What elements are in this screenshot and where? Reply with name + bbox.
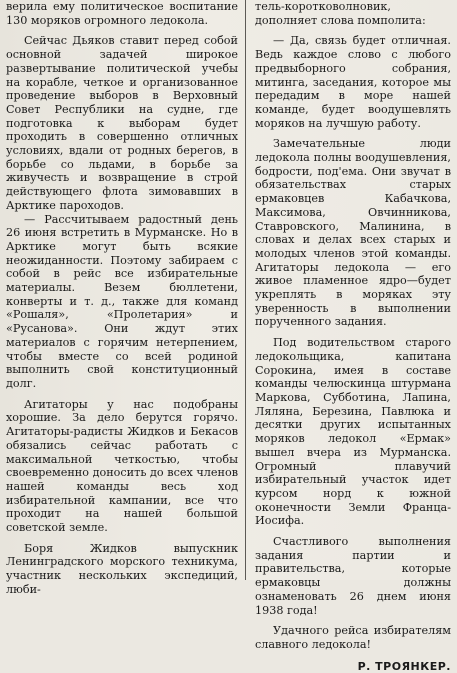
paragraph: Сейчас Дьяков ставит перед собой основной задачей широкое развертывание политической учебы на корабле, четкое и организованное проведение выборов в Верховный Совет Республики на судне, где подготовка к выборам будет проходить в совершенно отличных условиях, вдали от родных берегов, в борьбе со льдами, в борьбе за живучесть и возвращение в строй действующего флота зимовавших в Арктике пароходов. (6, 34, 238, 212)
paragraph: — Рассчитываем радостный день 26 июня встретить в Мурманске. Но в Арктике могут быть всякие неожиданности. Поэтому забираем с собой в рейс все избирательные материалы. Везем бюллетени, конверты и т. д., также для команд «Рошаля», «Пролетария» и «Русанова». Они ждут этих материалов с горячим нетерпением, чтобы вместе со всей родиной выполнить свой конституционный долг. (6, 212, 238, 390)
paragraph: Под водительством старого ледокольщика, капитана Сорокина, имея в составе команды челюскинца штурмана Маркова, Субботина, Лапина, Ляляна, Березина, Павлюка и десятки других испытанных моряков ледокол «Ермак» вышел вчера из Мурманска. Огромный плавучий избирательный участок идет курсом норд к южной оконечности Земли Франца-Иосифа. (255, 336, 451, 528)
paragraph: Удачного рейса избирателям славного ледокола! (255, 624, 451, 651)
paragraph: верила ему политическое воспитание 130 моряков огромного ледокола. (6, 0, 238, 27)
right-column (255, 0, 451, 673)
paragraph: Агитаторы у нас подобраны хорошие. За дело берутся горячо. Агитаторы-радисты Жидков и Бекасов обязались сейчас работать с максимальной четкостью, чтобы своевременно доносить до всех членов нашей команды весь ход избирательной кампании, все что проходит на нашей большой советской земле. (6, 397, 238, 535)
column-divider (245, 0, 246, 580)
left-column (6, 0, 238, 596)
paragraph: Замечательные люди ледокола полны воодушевления, бодрости, под'ема. Они звучат в обязательствах старых ермаковцев Кабачкова, Максимова, Овчинникова, Ставровского, Малинина, в словах и делах всех старых и молодых членов этой команды. Агитаторы ледокола — его живое пламенное ядро—будет укреплять в моряках эту уверенность в выполнении порученного задания. (255, 137, 451, 329)
paragraph: — Да, связь будет отличная. Ведь каждое слово с любого предвыборного собрания, митинга, заседания, которое мы передадим в море нашей команде, будет воодушевлять моряков на лучшую работу. (255, 34, 451, 130)
paragraph: тель-коротковолновик, дополняет слова помполита: (255, 0, 426, 27)
paragraph: Счастливого выполнения задания партии и правительства, которые ермаковцы должны ознаменовать 26 днем июня 1938 года! (255, 535, 451, 617)
author-signature: Р. ТРОЯНКЕР. (357, 659, 451, 673)
paragraph: Боря Жидков выпускник Ленинградского морского техникума, участник нескольких экспедиций, люби- (6, 541, 238, 596)
